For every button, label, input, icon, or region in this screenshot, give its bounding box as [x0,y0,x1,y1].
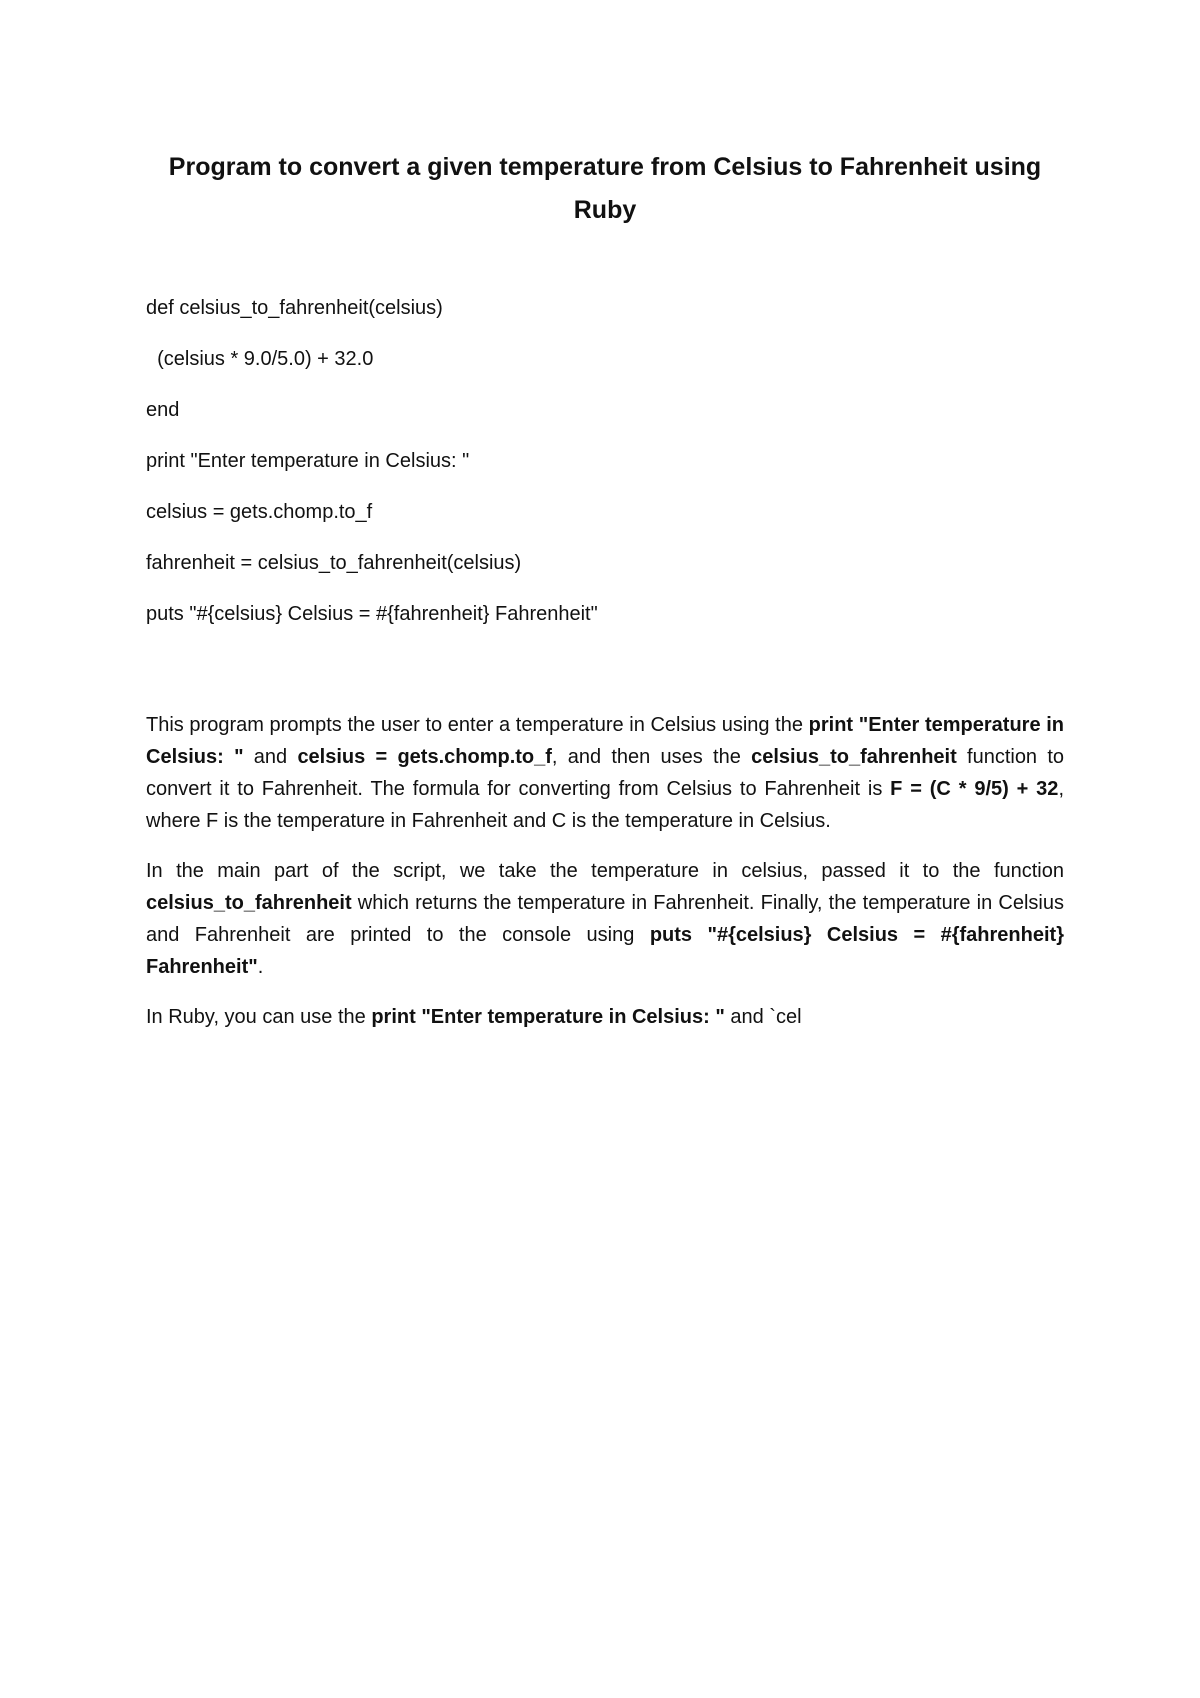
inline-code-function-name: celsius_to_fahrenheit [146,892,352,914]
code-line: (celsius * 9.0/5.0) + 32.0 [146,348,374,370]
code-line: fahrenheit = celsius_to_fahrenheit(celsius) [146,552,522,574]
document-title: Program to convert a given temperature from Celsius to Fahrenheit using Ruby [168,153,1042,224]
code-line: def celsius_to_fahrenheit(celsius) [146,297,443,319]
inline-code-print: print "Enter temperature in Celsius: " [371,1006,725,1028]
paragraph-text: and `cel [724,1006,802,1028]
paragraph-text: which returns the temperature in Fahrenheit. Finally, the temperature in Celsius and Fahrenheit are printed to the console using [146,892,1064,946]
inline-code-print: print "Enter temperature in Celsius: " [146,714,1064,768]
paragraph-text: In Ruby, you can use the [146,1006,372,1028]
code-line: end [146,399,180,421]
paragraph-text: function to convert it to Fahrenheit. The formula for converting from Celsius to Fahrenheit is [146,746,1064,800]
explanation-paragraph [146,709,1064,837]
code-line: print "Enter temperature in Celsius: " [146,450,470,472]
code-block [146,296,1064,653]
ruby-note-paragraph [146,1001,1064,1033]
paragraph-text: and [243,746,298,768]
inline-code-gets: celsius = gets.chomp.to_f [297,746,552,768]
main-part-paragraph [146,855,1064,983]
code-line: celsius = gets.chomp.to_f [146,501,373,523]
paragraph-text: This program prompts the user to enter a temperature in Celsius using the [146,714,809,736]
paragraph-text: , and then uses the [551,746,752,768]
inline-code-function-name: celsius_to_fahrenheit [751,746,957,768]
paragraph-text: . [257,956,264,978]
paragraph-text: , where F is the temperature in Fahrenheit and C is the temperature in Celsius. [146,778,1064,832]
code-line: puts "#{celsius} Celsius = #{fahrenheit} Fahrenheit" [146,603,598,625]
inline-formula: F = (C * 9/5) + 32 [890,778,1059,800]
inline-code-puts: puts "#{celsius} Celsius = #{fahrenheit} Fahrenheit" [146,924,1064,978]
paragraph-text: In the main part of the script, we take the temperature in celsius, passed it to the function [146,860,1064,882]
